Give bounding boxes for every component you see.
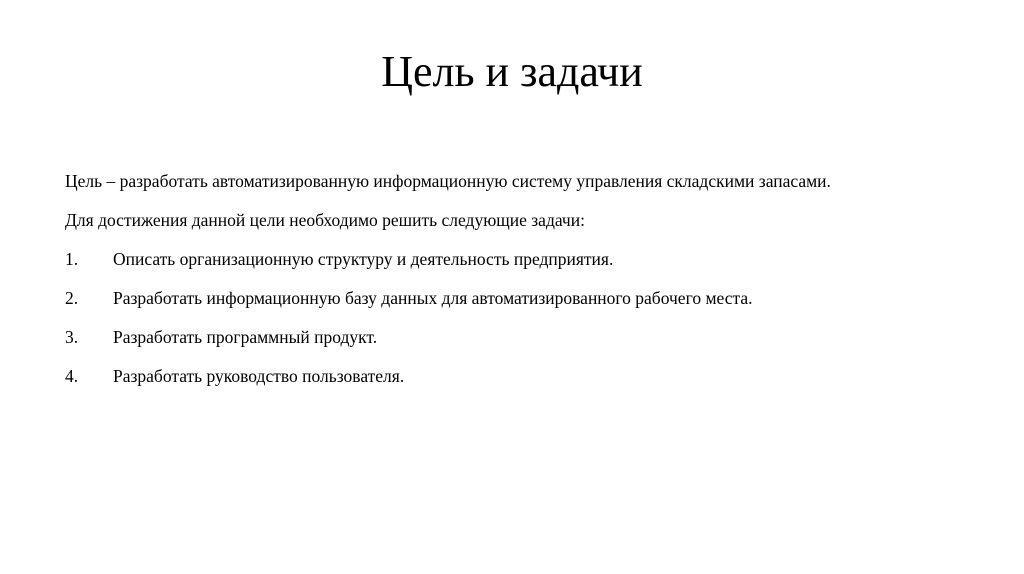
slide-title: Цель и задачи	[381, 47, 643, 96]
task-list-item	[65, 246, 965, 285]
task-number: 1.	[65, 249, 79, 269]
task-number: 2.	[65, 288, 79, 308]
task-list-item	[65, 324, 965, 363]
task-text: Разработать информационную базу данных для автоматизированного рабочего места.	[113, 288, 753, 308]
task-list-item	[65, 363, 965, 402]
task-text: Описать организационную структуру и деятельность предприятия.	[113, 249, 614, 269]
goal-paragraph: Цель – разработать автоматизированную информационную систему управления складскими запасами.	[65, 171, 831, 191]
slide-body	[65, 168, 965, 402]
task-list-item	[65, 285, 965, 324]
task-text: Разработать программный продукт.	[113, 327, 378, 347]
task-number: 4.	[65, 366, 79, 386]
task-text: Разработать руководство пользователя.	[113, 366, 405, 386]
task-number: 3.	[65, 327, 79, 347]
intro-paragraph: Для достижения данной цели необходимо решить следующие задачи:	[65, 210, 585, 230]
